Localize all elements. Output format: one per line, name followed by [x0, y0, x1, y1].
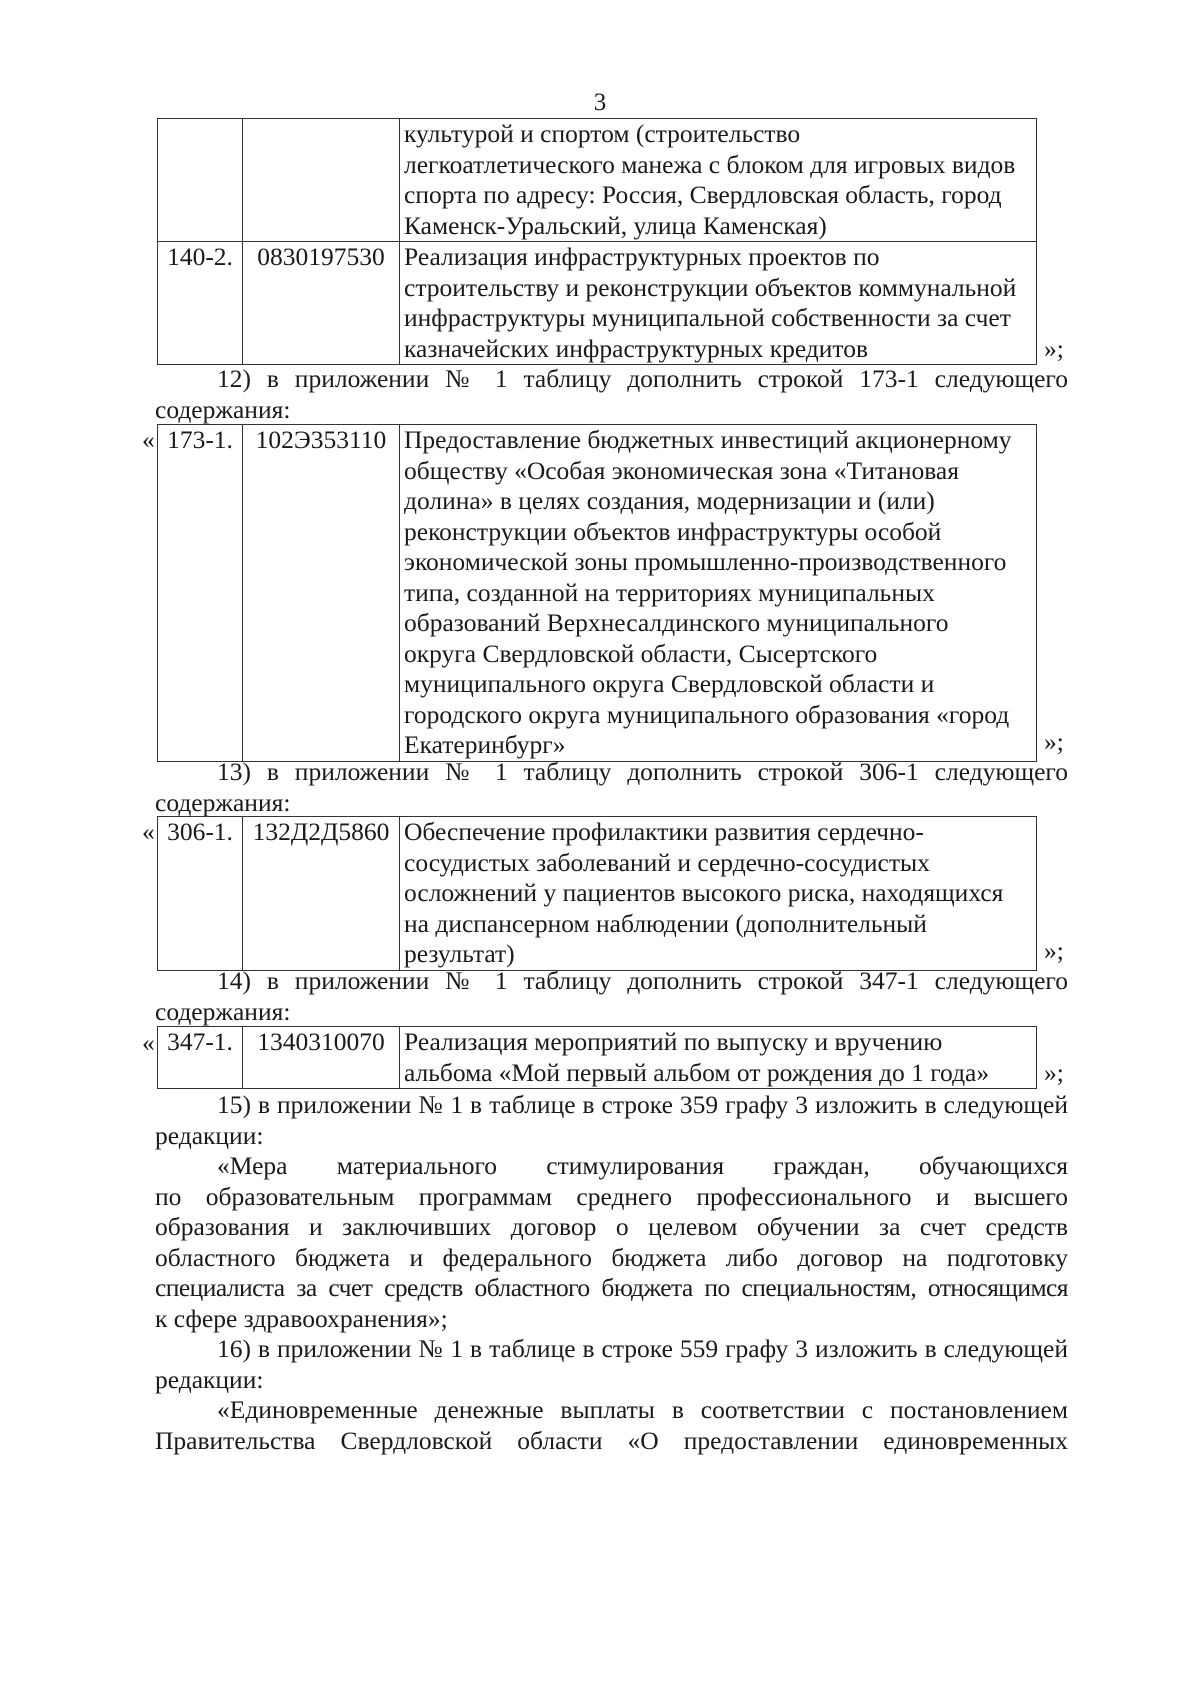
item-15-text	[155, 1090, 1068, 1334]
item-12-text	[155, 364, 1068, 425]
item-13-line: 13) в приложении № 1 таблицу дополнить строкой 306-1 следующего	[217, 757, 1068, 786]
description-line: Каменск-Уральский, улица Каменская)	[404, 210, 827, 240]
item-15-line: областного бюджета и федерального бюджета либо договор на подготовку	[155, 1242, 1068, 1272]
item-15-line: образования и заключивших договор о целевом обучении за счет средств	[155, 1212, 1068, 1241]
description-line: результат)	[404, 939, 515, 968]
item-12-line: содержания:	[155, 394, 291, 424]
description-line: спорта по адресу: Россия, Свердловская область, город	[404, 180, 1002, 209]
description-line: осложнений у пациентов высокого риска, находящихся	[404, 878, 1004, 907]
row-number-cell	[158, 119, 243, 242]
description-line: реконструкции объектов инфраструктуры особой	[404, 516, 942, 546]
description-line: казначейских инфраструктурных кредитов	[404, 333, 869, 363]
table-row-306-1	[157, 816, 1037, 971]
item-16-line: редакции:	[155, 1364, 264, 1394]
description-line: экономической зоны промышленно-производственного	[404, 547, 1007, 576]
row-number-cell: 173-1.	[158, 425, 243, 762]
item-16-line: 16) в приложении № 1 в таблице в строке 559 графу 3 изложить в следующей	[217, 1334, 1068, 1363]
description-line: округа Свердловской области, Сысертского	[404, 638, 878, 668]
item-14-text	[155, 966, 1068, 1027]
description-line: типа, созданной на территориях муниципальных	[404, 577, 935, 607]
description-line: Обеспечение профилактики развития сердечно-	[404, 817, 924, 846]
row-description-cell	[400, 817, 1037, 971]
row-code-cell: 102Э353110	[243, 425, 400, 762]
opening-quote: «	[142, 817, 155, 846]
row-description-cell	[400, 425, 1037, 762]
row-code-cell	[243, 119, 400, 242]
item-14-line: содержания:	[155, 996, 291, 1026]
table-row	[158, 242, 1037, 365]
description-line: городского округа муниципального образования «город	[404, 699, 1010, 729]
item-13-line: содержания:	[155, 787, 291, 817]
description-line: обществу «Особая экономическая зона «Титановая	[404, 455, 959, 485]
item-16-line: «Единовременные денежные выплаты в соответствии с постановлением	[217, 1395, 1068, 1424]
table-row	[158, 425, 1037, 762]
row-number-cell: 306-1.	[158, 817, 243, 971]
description-line: строительству и реконструкции объектов коммунальной	[404, 272, 1017, 302]
opening-quote: «	[142, 1028, 155, 1057]
page-number: 3	[593, 89, 607, 116]
row-number-cell: 140-2.	[158, 242, 243, 365]
row-code-cell: 0830197530	[243, 242, 400, 365]
description-line: Предоставление бюджетных инвестиций акционерному	[404, 425, 1012, 454]
item-15-line: редакции:	[155, 1120, 264, 1150]
row-description-cell	[400, 1027, 1037, 1089]
closing-quote: »;	[1044, 936, 1064, 965]
row-description-cell	[400, 242, 1037, 365]
row-number-cell: 347-1.	[158, 1027, 243, 1089]
closing-quote: »;	[1044, 1058, 1064, 1087]
item-15-line: «Мера материального стимулирования граждан, обучающихся	[217, 1151, 1068, 1180]
item-15-line: 15) в приложении № 1 в таблице в строке 359 графу 3 изложить в следующей	[217, 1090, 1068, 1119]
description-line: инфраструктуры муниципальной собственности за счет	[404, 303, 1011, 332]
description-line: альбома «Мой первый альбом от рождения до 1 года»	[404, 1057, 990, 1087]
table-row	[158, 817, 1037, 971]
opening-quote: «	[142, 425, 155, 454]
item-12-line: 12) в приложении № 1 таблицу дополнить строкой 173-1 следующего	[217, 364, 1068, 393]
description-line: образований Верхнесалдинского муниципального	[404, 608, 949, 637]
description-line: сосудистых заболеваний и сердечно-сосудистых	[404, 847, 930, 877]
description-line: Реализация инфраструктурных проектов по	[404, 242, 880, 271]
description-line: легкоатлетического манежа с блоком для игровых видов	[404, 149, 1016, 179]
item-15-line: специалиста за счет средств областного бюджета по специальностям, относящимся	[155, 1273, 1068, 1302]
description-line: Екатеринбург»	[404, 730, 566, 759]
description-line: культурой и спортом (строительство	[404, 119, 801, 148]
closing-quote: »;	[1044, 727, 1064, 756]
row-code-cell: 132Д2Д5860	[243, 817, 400, 971]
closing-quote: »;	[1044, 334, 1064, 363]
item-14-line: 14) в приложении № 1 таблицу дополнить строкой 347-1 следующего	[217, 966, 1068, 995]
description-line: долина» в целях создания, модернизации и (или)	[404, 486, 935, 515]
table-continuation	[157, 118, 1037, 365]
description-line: на диспансерном наблюдении (дополнительный	[404, 908, 927, 938]
item-15-line: к сфере здравоохранения»;	[155, 1303, 448, 1333]
table-row-347-1	[157, 1026, 1037, 1089]
item-15-line: по образовательным программам среднего профессионального и высшего	[155, 1181, 1068, 1211]
item-16-line: Правительства Свердловской области «О предоставлении единовременных	[155, 1425, 1068, 1455]
table-row	[158, 1027, 1037, 1089]
row-description-cell	[400, 119, 1037, 242]
table-row-173-1	[157, 424, 1037, 762]
description-line: муниципального округа Свердловской области и	[404, 669, 935, 698]
item-13-text	[155, 757, 1068, 818]
table-row	[158, 119, 1037, 242]
description-line: Реализация мероприятий по выпуску и вручению	[404, 1027, 943, 1056]
row-code-cell: 1340310070	[243, 1027, 400, 1089]
item-16-text	[155, 1334, 1068, 1456]
